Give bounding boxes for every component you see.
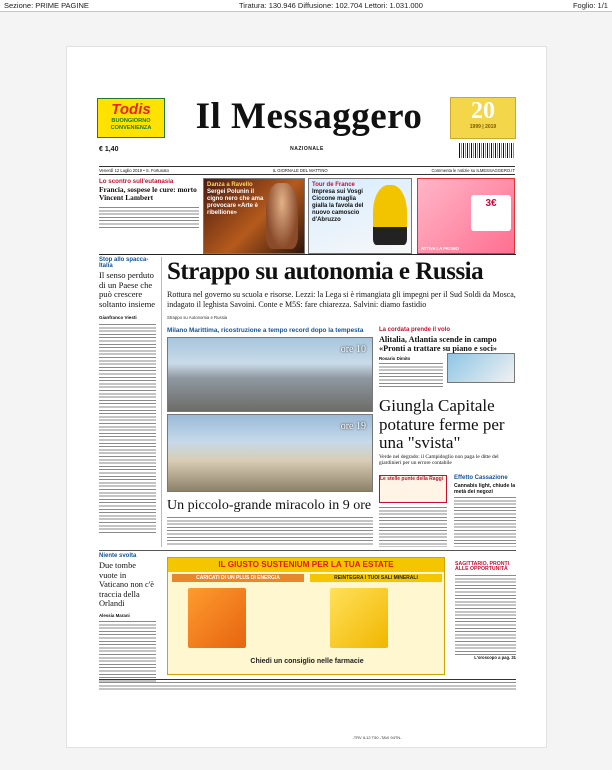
newspaper-page <box>67 47 546 747</box>
todis-tagline: BUONGIORNO CONVENIENZA <box>110 118 152 131</box>
todis-logo: Todis <box>111 101 151 118</box>
sustenium-ad <box>167 557 445 675</box>
barcode-caption: -TRV IL12 T50 -TAVI 94TN- <box>352 735 402 740</box>
orlandi-byline: Alessia Marani <box>99 612 130 618</box>
orlandi-headline: Due tombe vuote in Vaticano non c'è traccia della Orlandi <box>99 561 154 609</box>
footnote-lines <box>99 682 516 692</box>
orlandi-body <box>99 621 156 683</box>
alitalia-body <box>379 363 443 389</box>
orlandi-story <box>99 553 156 683</box>
beach-photo-after <box>167 414 373 492</box>
photo-story-body <box>167 517 373 545</box>
section-label: Sezione: PRIME PAGINE <box>4 1 89 10</box>
alitalia-kicker: La cordata prende il volo <box>379 327 451 333</box>
editorial-column <box>99 257 156 534</box>
teaser-eutanasia <box>99 178 199 258</box>
anniversary-number: 20 <box>471 98 495 124</box>
cassazione-body <box>454 497 516 547</box>
dancer-figure-icon <box>266 183 298 249</box>
promo-box <box>417 178 515 254</box>
cassazione-headline: Cannabis light, chiude la metà dei negozi <box>454 483 516 495</box>
masthead: Il Messaggero <box>195 96 423 137</box>
editorial-kicker: Stop allo spacca-Italia <box>99 257 149 269</box>
price-block <box>99 147 169 152</box>
ravello-text <box>207 182 265 217</box>
tour-headline: Impresa sui Vosgi Ciccone maglia gialla la favola del nuovo camoscio d'Abruzzo <box>312 189 364 223</box>
horoscope-box <box>455 562 516 660</box>
teaser-headline: Francia, sospese le cure: morto Vincent Lambert <box>99 185 197 203</box>
divider <box>99 550 516 551</box>
print-info-bar <box>0 0 612 12</box>
horoscope-signature: L'oroscopo a pag. 31 <box>474 655 516 660</box>
editorial-byline: Gianfranco Viesti <box>99 315 137 321</box>
sustenium-potassio-box-icon <box>330 588 388 648</box>
ad-left-label: CARICATI DI UN PLUS DI ENERGIA <box>172 574 304 582</box>
promo-label: ATTIVA LA PROMO <box>421 246 459 251</box>
teaser-tour <box>308 178 412 254</box>
date-text: Venerdì 12 Luglio 2019 • S. Fortunato <box>99 168 169 173</box>
divider <box>99 254 516 255</box>
photo-kicker: Milano Marittima, ricostruzione a tempo record dopo la tempesta <box>167 327 364 334</box>
main-subhead: Rottura nel governo su scuola e risorse. Lezzi: la Lega si è rimangiata gli impegni per il Sud Soldi da Mosca, indagato il leghista Savoini. Conte e M5S: fare chiarezza. Salvini: diamo fastidio <box>167 290 516 309</box>
main-headline: Strappo su autonomia e Russia <box>167 258 484 285</box>
stelle-kicker: Le stelle punte della Raggi <box>380 476 444 482</box>
editorial-body <box>99 324 156 534</box>
circulation-stats: Tiratura: 130.946 Diffusione: 102.704 Lettori: 1.031.000 <box>238 1 423 10</box>
beach-photo-before <box>167 337 373 412</box>
teaser-body <box>99 207 199 229</box>
sustenium-plus-box-icon <box>188 588 246 648</box>
teaser-kicker: Lo scontro sull'eutanasia <box>99 178 174 185</box>
horoscope-kicker: SAGITTARIO, PRONTI ALLE OPPORTUNITÀ <box>455 561 510 572</box>
price-value: € 1,40 <box>99 146 119 153</box>
horoscope-body <box>455 575 516 655</box>
alitalia-byline: Rosario Dimito <box>379 356 411 361</box>
giungla-body <box>379 507 447 547</box>
anniversary-badge <box>450 97 516 139</box>
dateline <box>99 166 515 175</box>
slogan: IL GIORNALE DEL MATTINO <box>272 168 328 173</box>
photo-headline: Un piccolo-grande miracolo in 9 ore <box>167 498 372 513</box>
editorial-headline: Il senso perduto di un Paese che può crescere soltanto insieme <box>99 270 156 309</box>
column-divider <box>161 257 162 547</box>
main-footer: Strappo su Autonomia e Russia <box>167 315 228 320</box>
barcode-icon <box>459 143 515 158</box>
promo-price: 3€ <box>471 195 511 231</box>
plane-photo <box>447 353 515 383</box>
cassazione-kicker: Effetto Cassazione <box>454 475 508 481</box>
page-counter: Foglio: 1/1 <box>572 1 608 10</box>
stelle-box <box>379 475 447 503</box>
giungla-subhead: Verde nel degrado: il Campidoglio non paga le ditte del giardinieri per un errore contabile <box>379 454 499 467</box>
giungla-headline: Giungla Capitale potature ferme per una "svista" <box>379 396 505 452</box>
ravello-kicker: Danza a Ravello <box>207 182 253 188</box>
photo-label-after: ore 19 <box>340 421 366 432</box>
orlandi-kicker: Niente svolta <box>99 553 137 559</box>
alitalia-headline: Alitalia, Atlantia scende in campo «Pronti a trattare su piano e soci» <box>379 335 497 354</box>
ad-right-label: REINTEGRA I TUOI SALI MINERALI <box>310 574 442 582</box>
cyclist-figure-icon <box>373 185 407 245</box>
photo-label-before: ore 10 <box>340 344 366 355</box>
edition-label: NAZIONALE <box>290 146 324 152</box>
footnotes <box>99 679 516 692</box>
web-link: Commenta le notizie su ILMESSAGGERO.IT <box>431 168 515 173</box>
ad-footer: Chiedi un consiglio nelle farmacie <box>250 658 364 665</box>
tour-kicker: Tour de France <box>312 182 355 188</box>
tour-text <box>312 182 372 224</box>
ravello-headline: Sergei Polunin il cigno nero che ama provocare «Arte è ribellione» <box>207 189 264 216</box>
todis-ad <box>97 98 165 138</box>
teaser-ravello <box>203 178 305 254</box>
ad-title: IL GIUSTO SUSTENIUM PER LA TUA ESTATE <box>168 558 444 572</box>
anniversary-years: 1999 | 2019 <box>469 124 497 130</box>
